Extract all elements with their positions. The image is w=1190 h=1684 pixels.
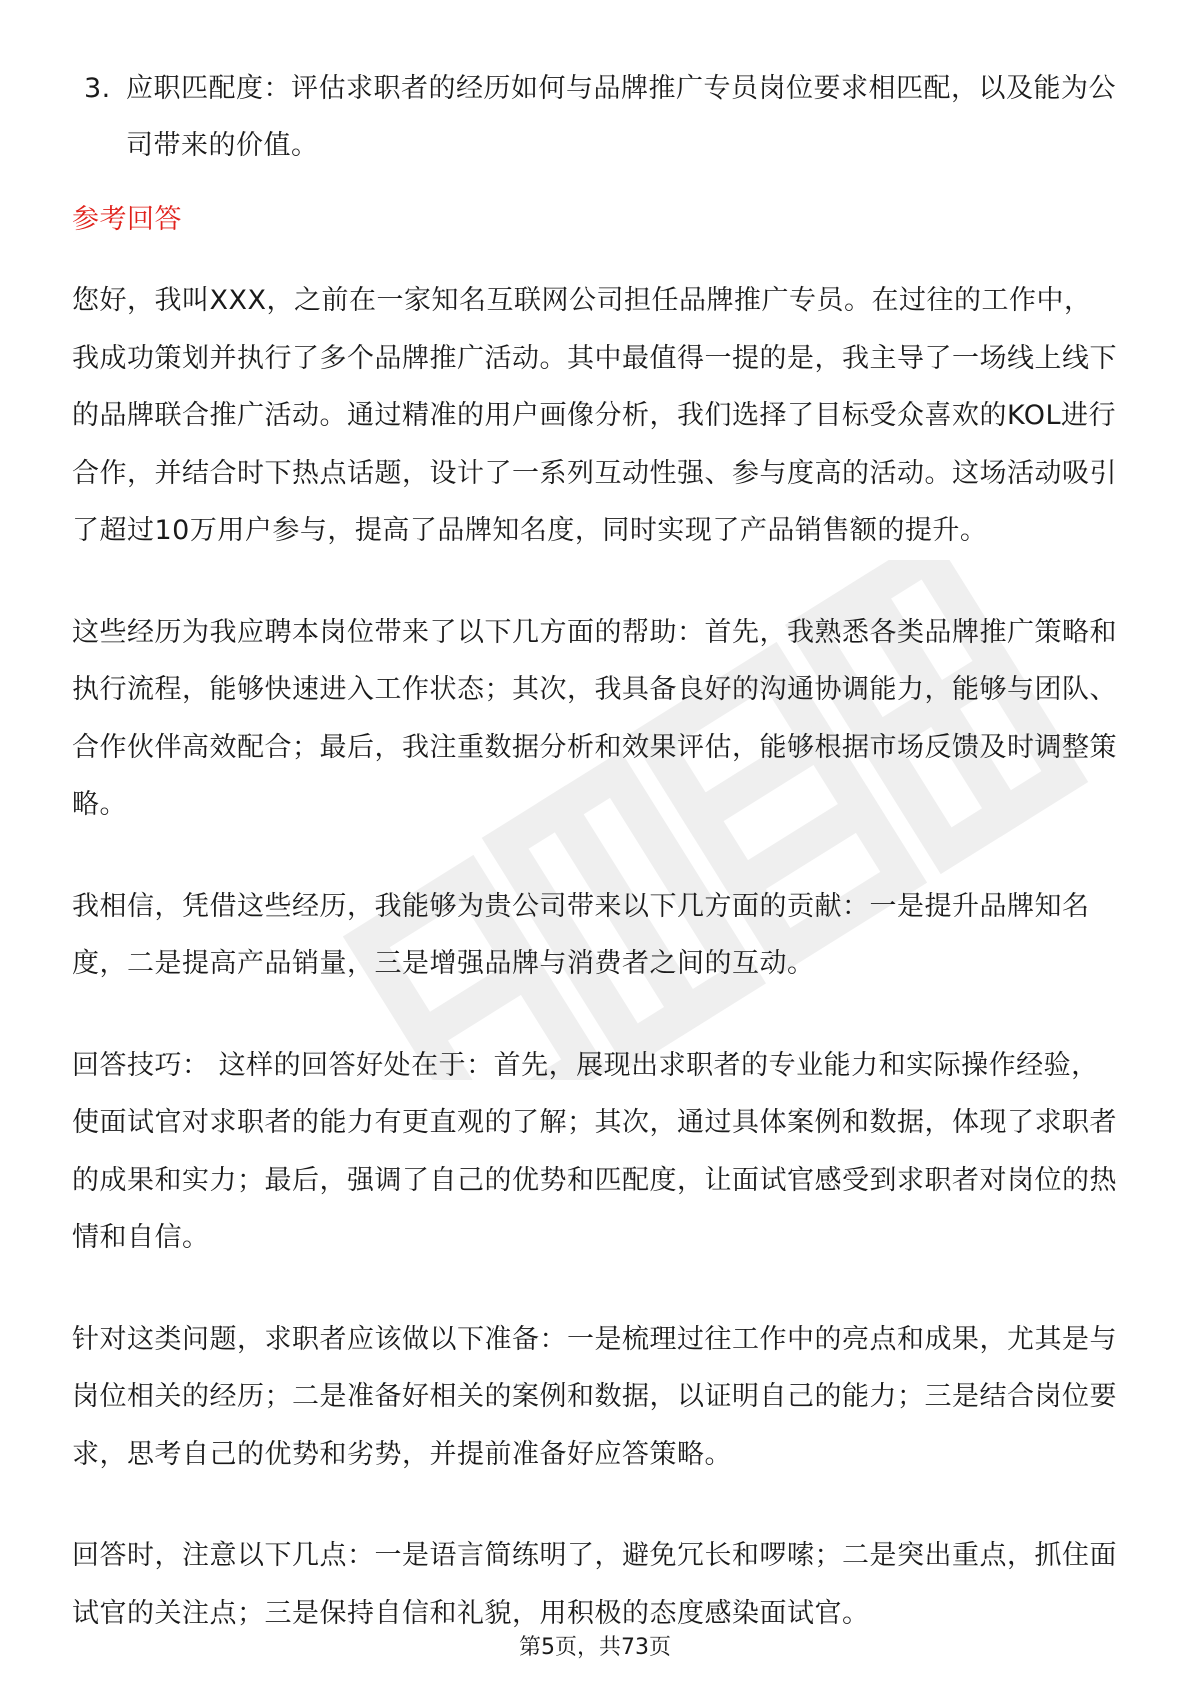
paragraph-benefits: 这些经历为我应聘本岗位带来了以下几方面的帮助：首先，我熟悉各类品牌推广策略和执行流程，能够快速进入工作状态；其次，我具备良好的沟通协调能力，能够与团队、合作伙伴高效配合；最后，我注重数据分析和效果评估，能够根据市场反馈及时调整策略。 [72,616,1117,820]
paragraph-preparation: 针对这类问题，求职者应该做以下准备：一是梳理过往工作中的亮点和成果，尤其是与岗位相关的经历；二是准备好相关的案例和数据，以证明自己的能力；三是结合岗位要求，思考自己的优势和劣势，并提前准备好应答策略。 [72,1323,1117,1470]
list-number: 3. [84,73,111,104]
list-text: 应职匹配度：评估求职者的经历如何与品牌推广专员岗位要求相匹配，以及能为公司带来的价值。 [126,73,1116,161]
section-heading: 参考回答 [72,204,182,235]
list-item-3 [72,60,1118,174]
paragraph-intro: 您好，我叫XXX，之前在一家知名互联网公司担任品牌推广专员。在过往的工作中，我成功策划并执行了多个品牌推广活动。其中最值得一提的是，我主导了一场线上线下的品牌联合推广活动。通过精准的用户画像分析，我们选择了目标受众喜欢的KOL进行合作，并结合时下热点话题，设计了一系列互动性强、参与度高的活动。这场活动吸引了超过10万用户参与，提高了品牌知名度，同时实现了产品销售额的提升。 [72,285,1117,546]
page-footer: 第5页，共73页 [519,1635,671,1660]
paragraph-contribution: 我相信，凭借这些经历，我能够为贵公司带来以下几方面的贡献：一是提升品牌知名度，二是提高产品销量，三是增强品牌与消费者之间的互动。 [72,890,1090,979]
paragraph-notes: 回答时，注意以下几点：一是语言简练明了，避免冗长和啰嗦；二是突出重点，抓住面试官的关注点；三是保持自信和礼貌，用积极的态度感染面试官。 [72,1540,1117,1629]
document-body [72,60,1118,1642]
paragraph-tips: 回答技巧： 这样的回答好处在于：首先，展现出求职者的专业能力和实际操作经验，使面试官对求职者的能力有更直观的了解；其次，通过具体案例和数据，体现了求职者的成果和实力；最后，强调了自己的优势和匹配度，让面试官感受到求职者对岗位的热情和自信。 [72,1049,1117,1253]
